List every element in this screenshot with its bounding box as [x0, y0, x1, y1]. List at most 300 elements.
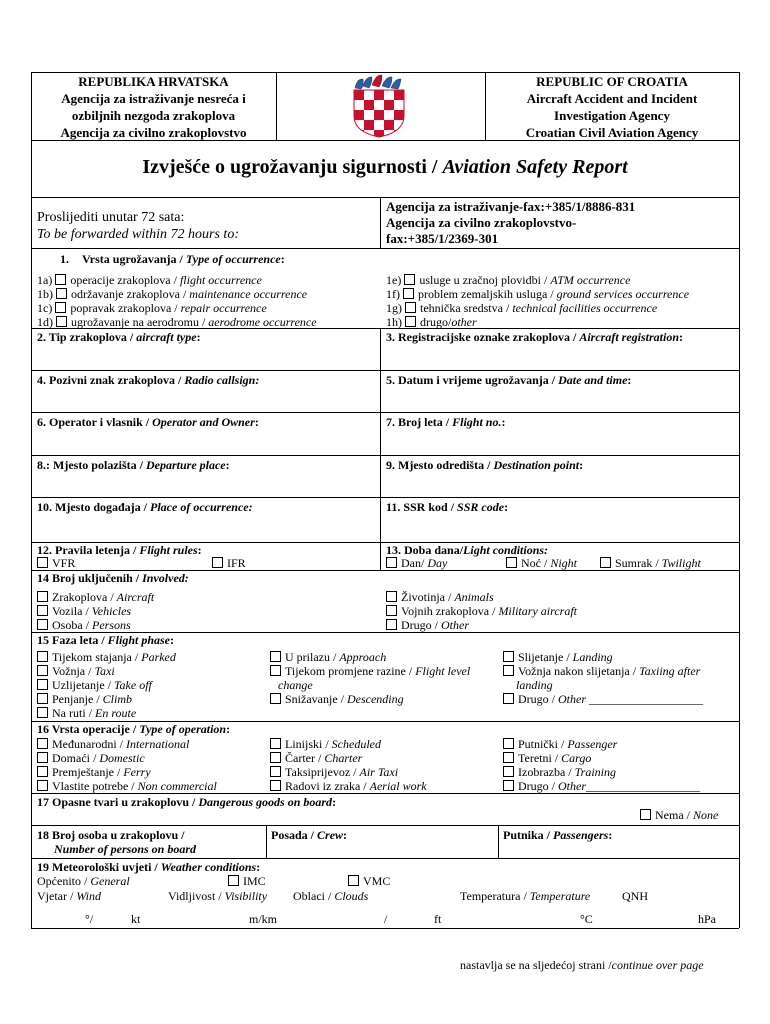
checkbox-1g[interactable]	[405, 302, 416, 313]
field-6-en: Operator and Owner	[152, 415, 255, 429]
checkbox-phase-landing[interactable]	[503, 651, 514, 662]
checkbox-involved-aircraft[interactable]	[37, 591, 48, 602]
temperature-en: Temperature	[529, 889, 591, 903]
label-involved-animals-en: Animals	[454, 590, 494, 604]
label-phase-taxi-after-cont: landing	[516, 678, 553, 692]
section-15-en: Flight phase	[107, 633, 171, 647]
checkbox-op-ferry[interactable]	[37, 766, 48, 777]
label-phase-taxi-after-hr: Vožnja nakon slijetanja /	[518, 664, 640, 678]
label-op-non-commercial-hr: Vlastite potrebe /	[52, 779, 138, 793]
label-phase-approach-en: Approach	[339, 650, 387, 664]
header-right-line2: Aircraft Accident and Incident	[526, 91, 698, 106]
label-1h-en: other	[451, 315, 477, 329]
checkbox-phase-taxi-after-landing[interactable]	[503, 665, 514, 676]
section-18-hr: 18 Broj osoba u zrakoplovu /	[37, 828, 185, 842]
forward-hr: Proslijediti unutar 72 sata:	[37, 210, 185, 225]
unit-clouds-slash[interactable]: /	[384, 912, 388, 926]
label-1c-en: repair occurrence	[180, 301, 267, 315]
option-night[interactable]	[506, 556, 577, 570]
involved-animals[interactable]	[386, 590, 494, 604]
label-twilight-en: Twilight	[661, 556, 701, 570]
field-10-hr: 10. Mjesto događaja /	[37, 500, 150, 514]
label-op-training-hr: Izobrazba /	[518, 765, 575, 779]
op-domestic[interactable]	[37, 751, 145, 765]
involved-persons[interactable]	[37, 618, 131, 632]
label-op-passenger-hr: Putnički /	[518, 737, 568, 751]
field-3-en: Aircraft registration	[579, 330, 679, 344]
label-phase-climb-hr: Penjanje /	[52, 692, 103, 706]
field-aircraft-type[interactable]	[37, 330, 201, 344]
label-op-cargo-hr: Teretni /	[518, 751, 562, 765]
checkbox-phase-enroute[interactable]	[37, 707, 48, 718]
field-4-en: Radio callsign:	[184, 373, 260, 387]
field-10-en: Place of occurrence:	[150, 500, 253, 514]
op-ferry[interactable]	[37, 765, 151, 779]
field-place-of-occurrence[interactable]	[37, 500, 253, 514]
section-16-en: Type of operation	[139, 722, 227, 736]
forward-label	[37, 209, 239, 243]
phase-descending[interactable]	[270, 692, 404, 706]
label-phase-landing-en: Landing	[572, 650, 613, 664]
label-1f-en: ground services occurrence	[556, 287, 690, 301]
code-1c: 1c)	[37, 301, 53, 315]
label-phase-flight-level-hr: Tijekom promjene razine /	[285, 664, 416, 678]
op-non-commercial[interactable]	[37, 779, 217, 793]
occurrence-1a[interactable]	[37, 273, 262, 287]
page-title-en: Aviation Safety Report	[442, 156, 628, 178]
passengers-hr: Putnika /	[503, 828, 554, 842]
label-phase-flight-level-cont: change	[278, 678, 313, 692]
code-1h: 1h)	[386, 315, 402, 329]
field-5-en: Date and time	[558, 373, 628, 387]
checkbox-phase-descending[interactable]	[270, 693, 281, 704]
checkbox-1a[interactable]	[55, 274, 66, 285]
phase-taxi-after-landing[interactable]	[503, 664, 700, 678]
label-op-air-taxi-hr: Taksiprijevoz /	[285, 765, 360, 779]
section-16-title	[37, 722, 230, 736]
header-left-line2: Agencija za istraživanje nesreća i	[61, 91, 246, 106]
label-involved-persons-hr: Osoba /	[52, 618, 92, 632]
footer-continue	[460, 958, 704, 972]
phase-taxi-after-cont	[516, 678, 553, 692]
weather-general	[37, 874, 130, 888]
visibility-hr: Vidljivost /	[168, 889, 225, 903]
fax-investigation: Agencija za istraživanje-fax:+385/1/8886-831	[386, 199, 636, 214]
label-op-cargo-en: Cargo	[561, 751, 592, 765]
label-day-en: Day	[427, 556, 448, 570]
section-14-hr: 14 Broj uključenih /	[37, 571, 143, 585]
section-17-en: Dangerous goods on board	[198, 795, 333, 809]
section-1-title-en: Type of occurrence	[185, 252, 281, 266]
field-9-hr: 9. Mjesto odredišta /	[386, 458, 494, 472]
checkbox-involved-military[interactable]	[386, 605, 397, 616]
label-1b-hr: održavanje zrakoplova /	[71, 287, 190, 301]
label-vfr: VFR	[52, 556, 76, 570]
checkbox-op-other[interactable]	[503, 780, 514, 791]
label-1d-en: aerodrome occurrence	[208, 315, 317, 329]
label-day-hr: Dan/	[401, 556, 428, 570]
weather-qnh-label: QNH	[622, 889, 648, 903]
section-12-hr: 12. Pravila letenja /	[37, 543, 140, 557]
label-op-scheduled-en: Scheduled	[331, 737, 381, 751]
checkbox-phase-parked[interactable]	[37, 651, 48, 662]
checkbox-op-domestic[interactable]	[37, 752, 48, 763]
section-1-title-hr: Vrsta ugrožavanja /	[82, 252, 186, 266]
checkbox-op-aerial-work[interactable]	[270, 780, 281, 791]
general-hr: Općenito /	[37, 874, 91, 888]
dangerous-goods-none[interactable]	[640, 808, 718, 822]
label-phase-other-hr: Drugo /	[518, 692, 558, 706]
unit-visibility-mkm[interactable]: m/km	[249, 912, 278, 926]
checkbox-ifr[interactable]	[212, 557, 223, 568]
section-19-en: Weather conditions	[160, 860, 257, 874]
label-involved-animals-hr: Životinja /	[401, 590, 455, 604]
checkbox-op-charter[interactable]	[270, 752, 281, 763]
code-1g: 1g)	[386, 301, 402, 315]
field-5-colon: :	[627, 373, 632, 387]
label-imc: IMC	[243, 874, 266, 888]
phase-climb[interactable]	[37, 692, 132, 706]
phase-other[interactable]	[503, 692, 703, 706]
label-involved-persons-en: Persons	[92, 618, 131, 632]
wind-hr: Vjetar /	[37, 889, 77, 903]
checkbox-op-scheduled[interactable]	[270, 738, 281, 749]
checkbox-dangerous-goods-none[interactable]	[640, 809, 651, 820]
label-twilight-hr: Sumrak /	[615, 556, 662, 570]
label-phase-taxi-after-en: Taxiing after	[639, 664, 701, 678]
op-passenger[interactable]	[503, 737, 617, 751]
phase-flight-level-cont	[278, 678, 313, 692]
option-imc[interactable]	[228, 874, 266, 888]
checkbox-1e[interactable]	[404, 274, 415, 285]
label-phase-taxi-en: Taxi	[94, 664, 115, 678]
label-phase-parked-en: Parked	[141, 650, 176, 664]
section-17-colon: :	[332, 795, 337, 809]
op-cargo[interactable]	[503, 751, 591, 765]
checkbox-imc[interactable]	[228, 875, 239, 886]
op-international[interactable]	[37, 737, 189, 751]
code-1b: 1b)	[37, 287, 53, 301]
involved-military[interactable]	[386, 604, 577, 618]
temperature-hr: Temperatura /	[460, 889, 530, 903]
label-op-ferry-hr: Premještanje /	[52, 765, 124, 779]
label-op-air-taxi-en: Air Taxi	[359, 765, 399, 779]
unit-temperature-c[interactable]: °C	[580, 912, 593, 926]
phase-approach[interactable]	[270, 650, 386, 664]
option-twilight[interactable]	[600, 556, 701, 570]
unit-wind-kt[interactable]: kt	[131, 912, 141, 926]
section-12-colon: :	[197, 543, 202, 557]
code-1a: 1a)	[37, 273, 53, 287]
label-op-international-en: International	[126, 737, 190, 751]
label-op-domestic-en: Domestic	[99, 751, 145, 765]
label-involved-military-hr: Vojnih zrakoplova /	[401, 604, 499, 618]
op-charter[interactable]	[270, 751, 362, 765]
label-op-international-hr: Međunarodni /	[52, 737, 126, 751]
field-7-hr: 7. Broj leta /	[386, 415, 453, 429]
label-phase-takeoff-en: Take off	[113, 678, 152, 692]
weather-wind-label	[37, 889, 101, 903]
checkbox-involved-other[interactable]	[386, 619, 397, 630]
option-day[interactable]	[386, 556, 447, 570]
field-4-hr: 4. Pozivni znak zrakoplova /	[37, 373, 185, 387]
label-involved-vehicles-hr: Vozila /	[52, 604, 92, 618]
field-flight-no[interactable]	[386, 415, 505, 429]
label-involved-other-hr: Drugo /	[401, 618, 441, 632]
checkbox-1b[interactable]	[56, 288, 67, 299]
checkbox-twilight[interactable]	[600, 557, 611, 568]
label-op-other-en: Other	[558, 779, 586, 793]
croatian-coat-of-arms-icon	[348, 74, 410, 138]
label-phase-flight-level-en: Flight level	[415, 664, 471, 678]
label-1g-hr: tehnička sredstva /	[420, 301, 513, 315]
weather-temperature-label	[460, 889, 590, 903]
unit-clouds-ft[interactable]: ft	[434, 912, 442, 926]
header-left	[31, 73, 276, 141]
label-1a-en: flight occurrence	[179, 273, 262, 287]
field-11-en: SSR code	[457, 500, 505, 514]
label-night-hr: Noć /	[521, 556, 551, 570]
option-vfr[interactable]	[37, 556, 75, 570]
checkbox-phase-taxi[interactable]	[37, 665, 48, 676]
phase-parked[interactable]	[37, 650, 176, 664]
checkbox-involved-vehicles[interactable]	[37, 605, 48, 616]
label-op-domestic-hr: Domaći /	[52, 751, 100, 765]
unit-wind-degrees[interactable]: °/	[85, 912, 94, 926]
page-title	[31, 156, 739, 179]
section-12-en: Flight rules	[139, 543, 198, 557]
involved-vehicles[interactable]	[37, 604, 131, 618]
section-17-hr: 17 Opasne tvari u zrakoplovu /	[37, 795, 199, 809]
forward-en: To be forwarded within 72 hours to:	[37, 227, 239, 242]
label-involved-aircraft-en: Aircraft	[116, 590, 155, 604]
section-12-title	[37, 543, 202, 557]
code-1e: 1e)	[386, 273, 402, 287]
checkbox-op-cargo[interactable]	[503, 752, 514, 763]
checkbox-night[interactable]	[506, 557, 517, 568]
op-air-taxi[interactable]	[270, 765, 398, 779]
phase-landing[interactable]	[503, 650, 613, 664]
label-op-other-hr: Drugo /	[518, 779, 558, 793]
op-aerial-work[interactable]	[270, 779, 427, 793]
op-scheduled[interactable]	[270, 737, 381, 751]
section-1-number: 1.	[60, 252, 69, 266]
checkbox-day[interactable]	[386, 557, 397, 568]
label-none-en: None	[693, 808, 719, 822]
label-night-en: Night	[550, 556, 577, 570]
field-ssr-code[interactable]	[386, 500, 508, 514]
header-right-line1: REPUBLIC OF CROATIA	[536, 74, 688, 89]
crew-colon: :	[343, 828, 348, 842]
field-5-hr: 5. Datum i vrijeme ugrožavanja /	[386, 373, 559, 387]
label-ifr: IFR	[227, 556, 246, 570]
label-phase-descending-en: Descending	[346, 692, 404, 706]
field-aircraft-registration[interactable]	[386, 330, 683, 344]
header-left-line3: ozbiljnih nezgoda zrakoplova	[71, 108, 236, 123]
section-19-hr: 19 Meteorološki uvjeti /	[37, 860, 161, 874]
forward-fax	[386, 199, 635, 247]
field-departure-place[interactable]	[37, 458, 230, 472]
weather-visibility-label	[168, 889, 267, 903]
field-11-colon: :	[504, 500, 509, 514]
field-2-hr: 2. Tip zrakoplova /	[37, 330, 137, 344]
label-1d-hr: ugrožavanje na aerodromu /	[71, 315, 209, 329]
passengers-en: Passengers	[553, 828, 609, 842]
field-destination-point[interactable]	[386, 458, 583, 472]
label-op-charter-hr: Čarter /	[285, 751, 325, 765]
label-phase-parked-hr: Tijekom stajanja /	[52, 650, 142, 664]
checkbox-involved-persons[interactable]	[37, 619, 48, 630]
checkbox-vmc[interactable]	[348, 875, 359, 886]
section-1-colon: :	[280, 252, 285, 266]
footer-en: continue over page	[611, 958, 704, 972]
label-vmc: VMC	[363, 874, 391, 888]
option-vmc[interactable]	[348, 874, 390, 888]
occurrence-1h[interactable]	[386, 315, 477, 329]
section-13-title	[386, 543, 548, 557]
label-op-scheduled-hr: Linijski /	[285, 737, 332, 751]
section-15-colon: :	[170, 633, 175, 647]
section-17-title	[37, 795, 336, 809]
occurrence-1g[interactable]	[386, 301, 657, 315]
involved-other[interactable]	[386, 618, 469, 632]
checkbox-phase-climb[interactable]	[37, 693, 48, 704]
label-1a-hr: operacije zrakoplova /	[70, 273, 180, 287]
page-title-hr: Izvješće o ugrožavanju sigurnosti /	[142, 156, 443, 178]
op-other-line[interactable]: ___________________	[586, 779, 700, 793]
field-6-hr: 6. Operator i vlasnik /	[37, 415, 153, 429]
checkbox-1f[interactable]	[403, 288, 414, 299]
footer-hr: nastavlja se na sljedećoj strani /	[460, 958, 612, 972]
label-involved-aircraft-hr: Zrakoplova /	[52, 590, 117, 604]
section-18-title	[37, 828, 196, 856]
op-other[interactable]	[503, 779, 700, 793]
section-1-title	[60, 252, 285, 266]
op-training[interactable]	[503, 765, 616, 779]
passengers-colon: :	[608, 828, 613, 842]
phase-taxi[interactable]	[37, 664, 115, 678]
checkbox-op-international[interactable]	[37, 738, 48, 749]
occurrence-1d[interactable]	[37, 315, 317, 329]
checkbox-phase-other[interactable]	[503, 693, 514, 704]
label-phase-enroute-hr: Na ruti /	[52, 706, 95, 720]
label-phase-landing-hr: Slijetanje /	[518, 650, 573, 664]
section-16-hr: 16 Vrsta operacije /	[37, 722, 140, 736]
section-15-title	[37, 633, 174, 647]
crew-en: Crew	[317, 828, 344, 842]
section-15-hr: 15 Faza leta /	[37, 633, 108, 647]
label-op-aerial-work-en: Aerial work	[369, 779, 427, 793]
label-1g-en: technical facilities occurrence	[512, 301, 658, 315]
label-op-ferry-en: Ferry	[123, 765, 151, 779]
label-phase-enroute-en: En route	[95, 706, 137, 720]
unit-qnh-hpa[interactable]: hPa	[698, 912, 716, 926]
field-9-colon: :	[579, 458, 584, 472]
checkbox-1c[interactable]	[55, 302, 66, 313]
field-7-colon: :	[501, 415, 506, 429]
label-op-passenger-en: Passenger	[567, 737, 618, 751]
label-op-charter-en: Charter	[324, 751, 363, 765]
section-13-hr: 13. Doba dana/	[386, 543, 464, 557]
checkbox-vfr[interactable]	[37, 557, 48, 568]
field-crew[interactable]	[271, 828, 347, 842]
general-en: General	[90, 874, 130, 888]
occurrence-1e[interactable]	[386, 273, 630, 287]
field-8-hr: 8.: Mjesto polazišta /	[37, 458, 146, 472]
header-right	[485, 73, 739, 141]
checkbox-involved-animals[interactable]	[386, 591, 397, 602]
label-1c-hr: popravak zrakoplova /	[70, 301, 181, 315]
header-right-line4: Croatian Civil Aviation Agency	[525, 125, 699, 140]
checkbox-op-air-taxi[interactable]	[270, 766, 281, 777]
field-8-colon: :	[225, 458, 230, 472]
checkbox-1d[interactable]	[56, 316, 67, 327]
label-phase-approach-hr: U prilazu /	[285, 650, 340, 664]
checkbox-op-training[interactable]	[503, 766, 514, 777]
field-3-colon: :	[679, 330, 683, 344]
involved-aircraft[interactable]	[37, 590, 154, 604]
phase-takeoff[interactable]	[37, 678, 152, 692]
field-11-hr: 11. SSR kod /	[386, 500, 458, 514]
field-passengers[interactable]	[503, 828, 612, 842]
field-date-time[interactable]	[386, 373, 631, 387]
checkbox-1h[interactable]	[405, 316, 416, 327]
label-phase-taxi-hr: Vožnja /	[52, 664, 95, 678]
label-involved-military-en: Military aircraft	[498, 604, 577, 618]
label-none-hr: Nema /	[655, 808, 693, 822]
field-6-colon: :	[254, 415, 259, 429]
label-phase-other-en: Other	[558, 692, 586, 706]
checkbox-op-passenger[interactable]	[503, 738, 514, 749]
checkbox-phase-flight-level[interactable]	[270, 665, 281, 676]
field-radio-callsign[interactable]	[37, 373, 259, 387]
option-ifr[interactable]	[212, 556, 246, 570]
section-18-en: Number of persons on board	[54, 842, 197, 856]
label-involved-vehicles-en: Vehicles	[91, 604, 132, 618]
label-1e-hr: usluge u zračnoj plovidbi /	[419, 273, 551, 287]
label-op-training-en: Training	[574, 765, 616, 779]
section-13-en: Light conditions:	[463, 543, 549, 557]
header-left-line1: REPUBLIKA HRVATSKA	[78, 74, 229, 89]
label-op-aerial-work-hr: Radovi iz zraka /	[285, 779, 370, 793]
section-19-title	[37, 860, 260, 874]
occurrence-1f[interactable]	[386, 287, 689, 301]
weather-clouds-label	[293, 889, 368, 903]
phase-enroute[interactable]	[37, 706, 136, 720]
phase-other-line[interactable]: ___________________	[586, 692, 703, 706]
field-9-en: Destination point	[493, 458, 580, 472]
label-1b-en: maintenance occurrence	[189, 287, 308, 301]
occurrence-1c[interactable]	[37, 301, 267, 315]
field-operator-owner[interactable]	[37, 415, 259, 429]
code-1d: 1d)	[37, 315, 53, 329]
label-phase-descending-hr: Snižavanje /	[285, 692, 347, 706]
field-2-en: aircraft type	[136, 330, 197, 344]
code-1f: 1f)	[386, 287, 400, 301]
checkbox-phase-takeoff[interactable]	[37, 679, 48, 690]
checkbox-phase-approach[interactable]	[270, 651, 281, 662]
field-7-en: Flight no.	[452, 415, 502, 429]
visibility-en: Visibility	[224, 889, 268, 903]
section-19-colon: :	[256, 860, 261, 874]
section-16-colon: :	[226, 722, 231, 736]
clouds-en: Clouds	[334, 889, 369, 903]
phase-flight-level[interactable]	[270, 664, 470, 678]
checkbox-op-non-commercial[interactable]	[37, 780, 48, 791]
field-3-hr: 3. Registracijske oznake zrakoplova /	[386, 330, 580, 344]
header-left-line4: Agencija za civilno zrakoplovstvo	[60, 125, 247, 140]
occurrence-1b[interactable]	[37, 287, 307, 301]
